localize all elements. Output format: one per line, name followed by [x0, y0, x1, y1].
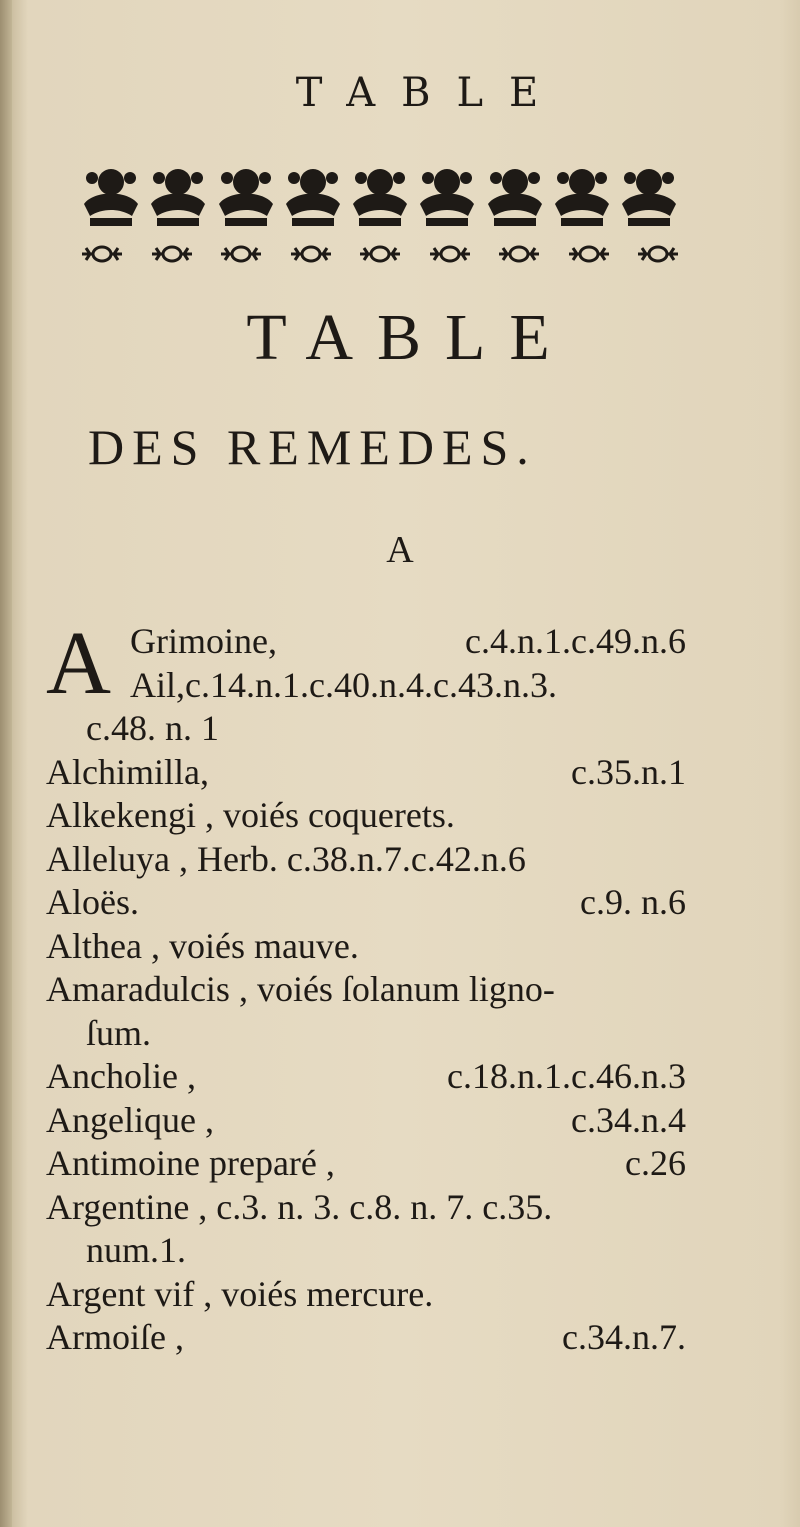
entry-term: Althea , voiés mauve.: [46, 925, 359, 966]
entry-reference: c.34.n.7.: [562, 1317, 686, 1357]
entry-term: Amaradulcis , voiés ſolanum ligno-: [46, 969, 555, 1009]
index-entry: [46, 1273, 686, 1317]
entry-reference: c.34.n.4: [571, 1099, 686, 1140]
entry-term: ſum.: [86, 1012, 152, 1053]
entry-term: Argentine , c.3. n. 3. c.8. n. 7. c.35.: [46, 1186, 553, 1227]
index-entry: [46, 1316, 686, 1360]
index-entry: [46, 794, 686, 838]
entry-term: Ail,c.14.n.1.c.40.n.4.c.43.n.3.: [130, 664, 557, 705]
entry-term: Alchimilla,: [46, 751, 209, 792]
entry-reference: c.26: [625, 1143, 686, 1183]
fleuron-icon: [80, 160, 142, 230]
entry-reference: c.18.n.1.c.46.n.3: [447, 1056, 686, 1096]
vine-ornament-icon: [636, 242, 680, 266]
index-entry-continuation: [46, 707, 686, 751]
index-entry: [46, 968, 686, 1012]
vine-ornament-icon: [428, 242, 472, 266]
vine-ornament-icon: [219, 242, 263, 266]
entry-term: Aloës.: [46, 882, 139, 922]
index-entry: [46, 1099, 686, 1143]
index-entry: [46, 838, 686, 882]
page-title: TABLE: [246, 301, 574, 374]
index-entry: [46, 881, 686, 925]
entry-reference: c.4.n.1.c.49.n.6: [465, 621, 686, 661]
vine-ornament-icon: [358, 242, 402, 266]
entry-term: Grimoine,: [130, 621, 277, 661]
headpiece-ornament-row: [80, 160, 680, 230]
entry-term: Argent vif , voiés mercure.: [46, 1273, 434, 1314]
vine-ornament-icon: [150, 242, 194, 266]
fleuron-icon: [551, 160, 613, 230]
index-entry: [46, 1186, 686, 1230]
entry-reference: c.9. n.6: [580, 882, 686, 922]
entry-term: Angelique ,: [46, 1099, 214, 1140]
entry-reference: c.35.n.1: [571, 751, 686, 792]
index-entry: [46, 664, 686, 708]
fleuron-icon: [416, 160, 478, 230]
vine-ornament-icon: [497, 242, 541, 266]
entry-term: Ancholie ,: [46, 1056, 196, 1096]
index-entry-continuation: [46, 1229, 686, 1273]
remedies-index: [46, 614, 686, 1360]
index-entry: [46, 1055, 686, 1099]
vine-ornament-icon: [289, 242, 333, 266]
fleuron-icon: [349, 160, 411, 230]
book-gutter: [0, 0, 12, 1527]
fleuron-icon: [147, 160, 209, 230]
entry-term: num.1.: [86, 1230, 187, 1270]
index-entry: [46, 620, 686, 664]
entry-term: Antimoine preparé ,: [46, 1143, 335, 1183]
page-subtitle: DES REMEDES.: [88, 419, 537, 475]
fleuron-icon: [282, 160, 344, 230]
entry-term: Alkekengi , voiés coquerets.: [46, 795, 455, 835]
running-head: TABLE: [295, 70, 565, 116]
section-letter: A: [386, 529, 414, 571]
index-entry: [46, 1142, 686, 1186]
entry-term: Alleluya , Herb. c.38.n.7.c.42.n.6: [46, 838, 526, 879]
entry-term: Armoiſe ,: [46, 1317, 184, 1357]
drop-cap: A: [46, 614, 111, 713]
fleuron-icon: [215, 160, 277, 230]
index-entry-continuation: [46, 1012, 686, 1056]
fleuron-icon: [618, 160, 680, 230]
vine-ornament-icon: [80, 242, 124, 266]
entry-term: c.48. n. 1: [86, 708, 219, 748]
index-entry: [46, 925, 686, 969]
fleuron-icon: [484, 160, 546, 230]
index-entry: [46, 751, 686, 795]
vine-ornament-icon: [567, 242, 611, 266]
headpiece-border-row: [80, 242, 680, 268]
